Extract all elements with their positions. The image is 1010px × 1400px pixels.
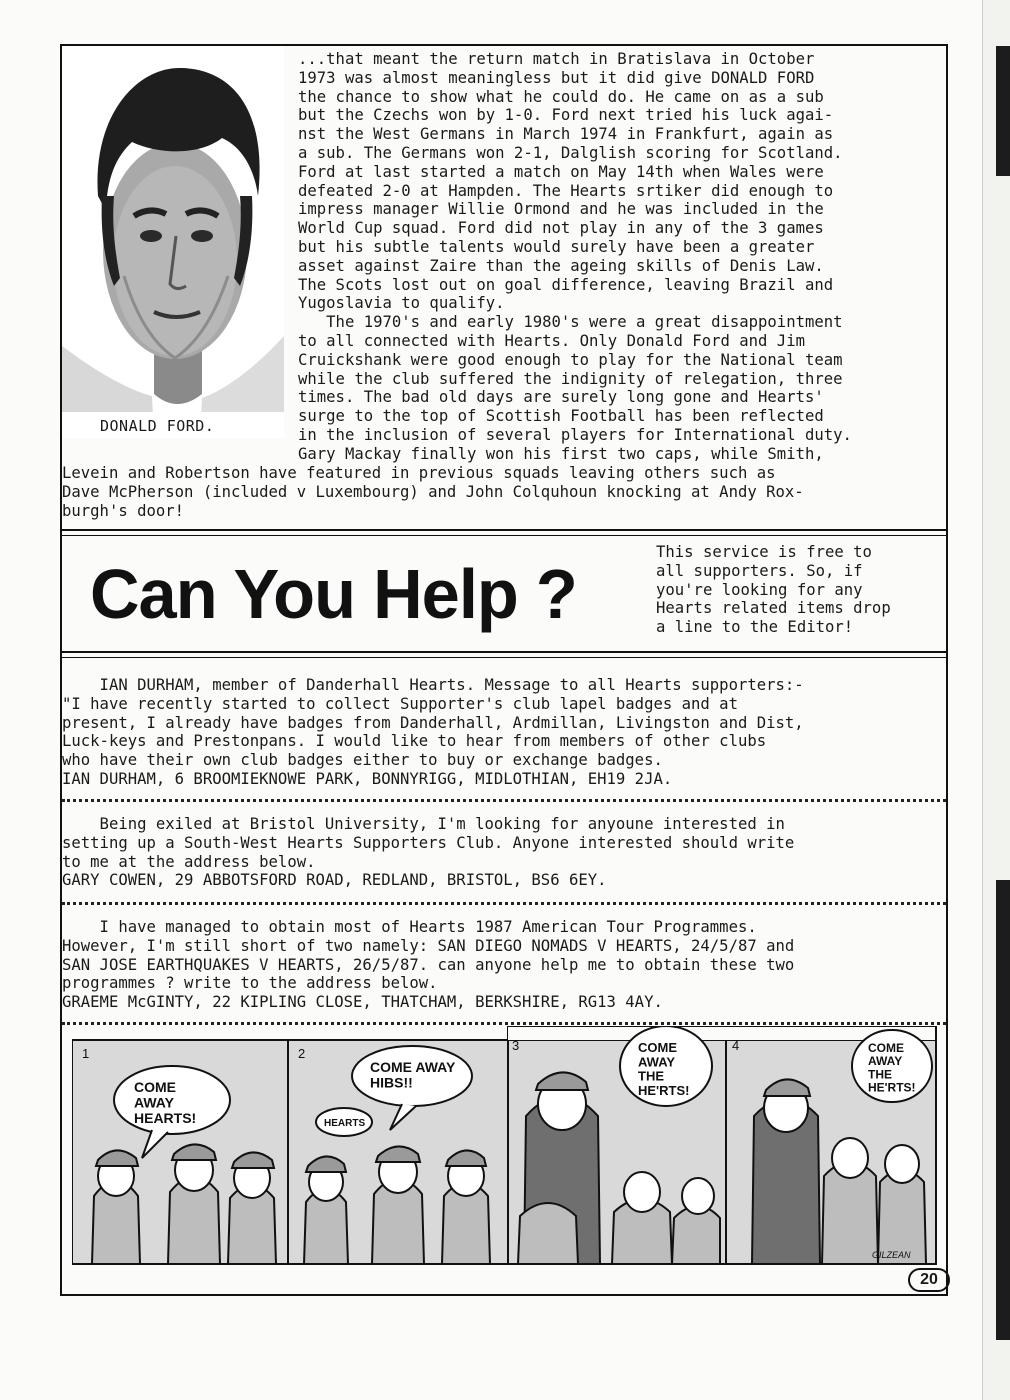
notice-ian-durham: IAN DURHAM, member of Danderhall Hearts. Message to all Hearts supporters:- "I have recently started to collect Supporter's club lapel badges and at present, I already have badges from Danderhall, Ardmillan, Livingston and Dist, Luck-keys and Prestonpans. I would like to hear from members of other clubs who have their own club badges either to buy or exchange badges. IAN DURHAM, 6 BROOMIEKNOWE PARK, BONNYRIGG, MIDLOTHIAN, EH19 2JA. [62,676,804,788]
section-divider [60,651,948,653]
panel-3-speech: COME AWAY THE HE'RTS! [638,1040,690,1098]
cartoonist-signature: GILZEAN [872,1250,911,1260]
panel-2-number: 2 [298,1046,306,1061]
section-divider [60,529,948,531]
article-continuation: Levein and Robertson have featured in previous squads leaving others such as Dave McPherson (included v Luxembourg) and John Colquhoun knocking at Andy Rox- burgh's door! [62,464,804,520]
panel-1-speech: COME AWAY HEARTS! [134,1079,197,1126]
panel-2-speech: COME AWAY HIBS!! [370,1059,456,1091]
dotted-separator [62,902,946,905]
panel-1-number: 1 [82,1046,90,1061]
donald-ford-photo [62,46,284,438]
notice-graeme-mcginty: I have managed to obtain most of Hearts 1987 American Tour Programmes. However, I'm still short of two namely: SAN DIEGO NOMADS V HEARTS, 24/5/87 and SAN JOSE EARTHQUAKES V HEARTS, 26/5/87. can anyone help me to obtain these two programmes ? write to the address below. GRAEME McGINTY, 22 KIPLING CLOSE, THATCHAM, BERKSHIRE, RG13 4AY. [62,918,795,1012]
help-service-note: This service is free to all supporters. So, if you're looking for any Hearts related items drop a line to the Editor! [656,543,891,637]
article-body: ...that meant the return match in Bratislava in October 1973 was almost meaningless but it did give DONALD FORD the chance to show what he could do. He came on as a sub but the Czechs won by 1-0. Ford next tried his luck agai- nst the West Germans in March 1974 in Frankfurt, again as a sub. The Germans won 2-1, Dalglish scoring for Scotland. Ford at last started a match on May 14th when Wales were defeated 2-0 at Hampden. The Hearts srtiker did enough to impress manager Willie Ormond and he was included in the World Cup squad. Ford did not play in any of the 3 games but his subtle talents would surely have been a greater asset against Zaire than the ageing skills of Denis Law. The Scots lost out on goal difference, leaving Brazil and Yugoslavia to qualify. The 1970's and early 1980's were a great disappointment to all connected with Hearts. Only Donald Ford and Jim Cruickshank were good enough to play for the National team while the club suffered the indignity of relegation, three times. The bad old days are surely long gone and Hearts' surge to the top of Scottish Football has been reflected in the inclusion of several players for International duty. Gary Mackay finally won his first two caps, while Smith, [298,50,852,463]
cartoon-strip [72,1026,952,1266]
panel-4-number: 4 [732,1038,740,1053]
panel-3-number: 3 [512,1038,520,1053]
notice-gary-cowen: Being exiled at Bristol University, I'm looking for anyoune interested in setting up a South-West Hearts Supporters Club. Anyone interested should write to me at the address below. GARY COWEN, 29 ABBOTSFORD ROAD, REDLAND, BRISTOL, BS6 6EY. [62,815,795,890]
adjacent-page-photo [996,46,1010,176]
photo-caption: DONALD FORD. [100,417,215,435]
section-divider [60,535,948,536]
dotted-separator [62,799,946,802]
panel-4-speech: COME AWAY THE HE'RTS! [868,1041,916,1095]
page-number: 20 [908,1268,950,1292]
section-divider [60,657,948,658]
adjacent-page-photo [996,880,1010,1340]
can-you-help-heading: Can You Help ? [90,555,577,633]
panel-2-small-speech: HEARTS [324,1118,366,1129]
dotted-separator [62,1022,946,1025]
